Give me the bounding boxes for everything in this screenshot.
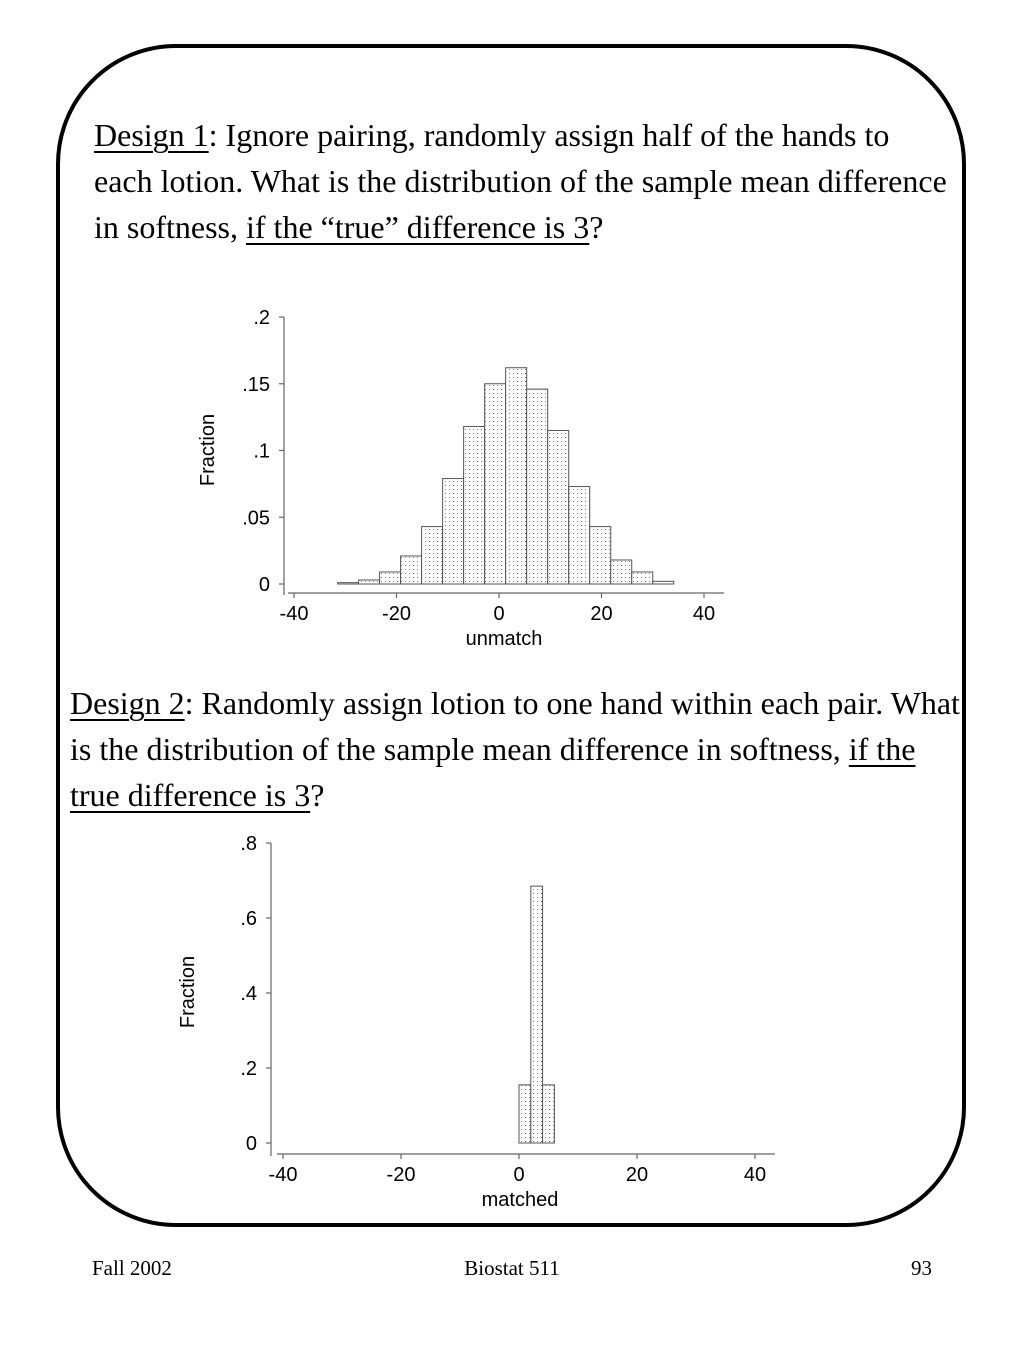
x-tick-label: -20: [386, 1164, 416, 1186]
y-axis-title: Fraction: [177, 955, 199, 1029]
y-tick-label: .8: [240, 833, 257, 855]
design2-question-mark: ?: [310, 777, 325, 813]
x-tick-label: 0: [513, 1164, 525, 1186]
x-tick-label: 20: [625, 1164, 649, 1186]
footer-page-number: 93: [911, 1256, 932, 1280]
y-tick-label: .4: [240, 983, 257, 1005]
y-tick-label: .15: [242, 373, 270, 396]
y-tick-label: 0: [258, 574, 270, 596]
design1-question-mark: ?: [589, 209, 604, 245]
x-tick-label: -40: [268, 1164, 298, 1186]
y-tick-label: .2: [240, 1058, 257, 1080]
y-tick-label: .2: [253, 307, 270, 329]
y-tick-label: .6: [240, 908, 257, 930]
design1-text: : Ignore pairing, randomly assign half of the hands to each lotion. What is the distribution of the sample mean difference in softness,: [94, 117, 947, 245]
x-tick-label: 40: [692, 603, 716, 625]
design2-condition: if the true difference is 3: [70, 731, 916, 813]
x-tick-label: 20: [590, 603, 613, 625]
x-axis-title: matched: [481, 1189, 559, 1211]
x-axis-title: unmatch: [465, 628, 543, 650]
y-tick-label: .05: [242, 507, 270, 530]
histogram-bar: [531, 886, 543, 1143]
y-tick-label: .1: [253, 440, 270, 463]
design1-label: Design 1: [94, 117, 209, 153]
design2-label: Design 2: [70, 685, 185, 721]
histogram-bar: [543, 1085, 555, 1143]
footer-course: Biostat 511: [464, 1256, 560, 1280]
histogram-bar: [519, 1085, 531, 1143]
y-axis-title: Fraction: [197, 413, 219, 487]
footer-date: Fall 2002: [92, 1256, 172, 1280]
y-tick-label: 0: [245, 1133, 257, 1155]
x-tick-label: 0: [493, 603, 505, 625]
x-tick-label: -40: [279, 603, 309, 625]
x-tick-label: -20: [382, 603, 411, 625]
design2-text: : Randomly assign lotion to one hand within each pair. What is the distribution of the sample mean difference in softness,: [70, 685, 960, 767]
x-tick-label: 40: [743, 1164, 767, 1186]
design1-condition: if the “true” difference is 3: [246, 209, 590, 245]
